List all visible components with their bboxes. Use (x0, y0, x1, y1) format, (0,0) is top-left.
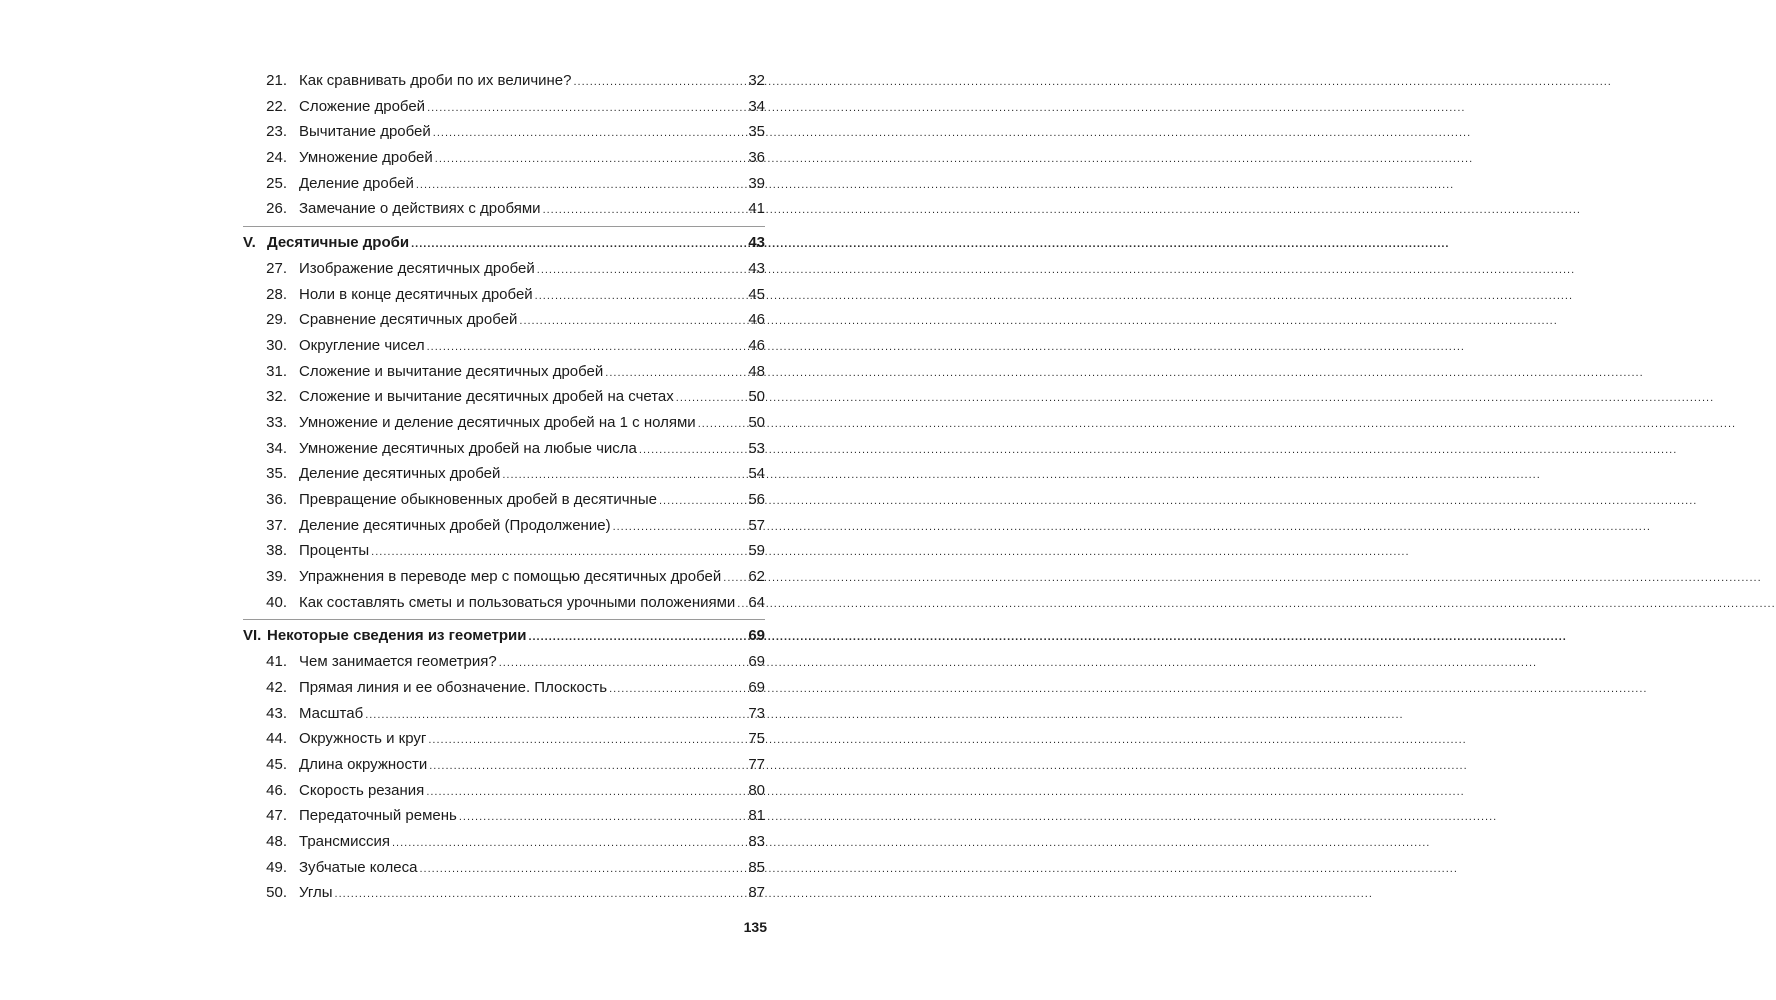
entry-page: 39 (748, 174, 765, 192)
entry-number: 40. (266, 593, 287, 611)
entry-page: 43 (748, 259, 765, 277)
entry-number: 37. (266, 516, 287, 534)
entry-page: 35 (748, 123, 765, 141)
toc-entry-43 (243, 701, 765, 727)
toc-entry-25 (243, 171, 765, 197)
toc-entry-38 (243, 538, 765, 564)
entry-title: Как сравнивать дроби по их величине? (299, 72, 572, 89)
entry-number: 27. (266, 259, 287, 277)
section-number: VI. (243, 627, 262, 645)
entry-number: 46. (266, 781, 287, 799)
toc-entry-49 (243, 855, 765, 881)
entry-title: Умножение и деление десятичных дробей на 1 с нолями (299, 413, 696, 431)
entry-number: 38. (266, 542, 287, 560)
section-title: Некоторые сведения из геометрии (267, 627, 527, 645)
entry-number: 24. (266, 149, 287, 167)
entry-page: 69 (748, 678, 765, 696)
entry-page: 75 (748, 730, 765, 748)
dot-leader (416, 173, 745, 199)
toc-entry-45 (243, 752, 765, 778)
dot-leader (427, 96, 745, 122)
entry-title: Умножение десятичных дробей на любые числа (299, 439, 637, 457)
entry-number: 35. (266, 465, 287, 483)
entry-page: 69 (748, 653, 765, 671)
dot-leader (499, 651, 745, 677)
entry-number: 50. (266, 884, 287, 902)
dot-leader (411, 232, 745, 258)
entry-title: Окружность и круг (299, 730, 427, 748)
entry-page: 80 (748, 781, 765, 799)
entry-page: 64 (748, 593, 765, 611)
toc-entry-41 (243, 649, 765, 675)
entry-title: Углы (299, 884, 333, 902)
dot-leader (371, 540, 745, 566)
dot-leader (543, 198, 745, 224)
dot-leader (420, 857, 746, 883)
entry-number: 28. (266, 285, 287, 303)
toc-entry-47 (243, 803, 765, 829)
toc-entry-33 (243, 410, 765, 436)
entry-page: 81 (748, 807, 765, 825)
dot-leader (428, 728, 745, 754)
toc-entry-30 (243, 333, 765, 359)
entry-title: Вычитание дробей (299, 123, 431, 141)
toc-entry-34 (243, 436, 765, 462)
entry-number: 21. (266, 72, 287, 89)
entry-page: 45 (748, 285, 765, 303)
entry-title: Замечание о действиях с дробями (299, 200, 541, 218)
entry-page: 62 (748, 568, 765, 586)
dot-leader (573, 70, 745, 96)
dot-leader (392, 831, 745, 857)
entry-number: 49. (266, 858, 287, 876)
toc-entry-44 (243, 726, 765, 752)
entry-page: 73 (748, 704, 765, 722)
entry-page: 57 (748, 516, 765, 534)
dot-leader (613, 515, 745, 541)
toc-entry-39 (243, 564, 765, 590)
entry-page: 87 (748, 884, 765, 902)
entry-page: 83 (748, 832, 765, 850)
dot-leader (519, 309, 745, 335)
entry-title: Деление дробей (299, 174, 414, 192)
entry-title: Изображение десятичных дробей (299, 259, 535, 277)
entry-title: Деление десятичных дробей (299, 465, 501, 483)
entry-title: Умножение дробей (299, 149, 433, 167)
entry-page: 85 (748, 858, 765, 876)
toc-entry-40 (243, 590, 765, 616)
entry-title: Трансмиссия (299, 832, 390, 850)
entry-title: Прямая линия и ее обозначение. Плоскость (299, 678, 608, 696)
entry-page: 36 (748, 149, 765, 167)
toc-entry-24 (243, 145, 765, 171)
entry-number: 39. (266, 568, 287, 586)
toc-entry-21 (243, 68, 765, 94)
entry-number: 34. (266, 439, 287, 457)
section-number: V. (243, 234, 256, 252)
entry-title: Как составлять сметы и пользоваться урочными положениями (299, 593, 736, 611)
entry-page: 50 (748, 413, 765, 431)
toc-entry-50 (243, 880, 765, 906)
dot-leader (502, 463, 745, 489)
dot-leader (433, 121, 745, 147)
entry-number: 41. (266, 653, 287, 671)
toc-entry-31 (243, 359, 765, 385)
section-page: 69 (748, 627, 765, 645)
dot-leader (639, 438, 745, 464)
entry-page: 54 (748, 465, 765, 483)
dot-leader (335, 882, 745, 908)
entry-number: 30. (266, 336, 287, 354)
entry-number: 25. (266, 174, 287, 192)
entry-number: 26. (266, 200, 287, 218)
dot-leader (723, 566, 745, 592)
toc-entry-37 (243, 513, 765, 539)
dot-leader (459, 805, 745, 831)
toc-entry-32 (243, 384, 765, 410)
entry-page: 59 (748, 542, 765, 560)
entry-title: Деление десятичных дробей (Продолжение) (299, 516, 611, 534)
entry-page: 46 (748, 311, 765, 329)
dot-leader (528, 625, 745, 651)
entry-number: 22. (266, 97, 287, 115)
entry-number: 48. (266, 832, 287, 850)
entry-page: 46 (748, 336, 765, 354)
entry-title: Сравнение десятичных дробей (299, 311, 518, 329)
entry-page: 32 (748, 72, 765, 89)
dot-leader (737, 592, 745, 618)
section-title: Десятичные дроби (267, 234, 410, 252)
dot-leader (426, 780, 745, 806)
toc-entry-26 (243, 196, 765, 222)
dot-leader (429, 754, 745, 780)
entry-page: 41 (748, 200, 765, 218)
dot-leader (659, 489, 745, 515)
entry-title: Сложение и вычитание десятичных дробей (299, 362, 604, 380)
entry-title: Масштаб (299, 704, 364, 722)
dot-leader (537, 258, 745, 284)
dot-leader (365, 703, 745, 729)
toc-section-vi (243, 619, 765, 649)
entry-number: 47. (266, 807, 287, 825)
entry-number: 33. (266, 413, 287, 431)
toc-entry-22 (243, 94, 765, 120)
toc-entry-35 (243, 461, 765, 487)
entry-number: 42. (266, 678, 287, 696)
entry-title: Передаточный ремень (299, 807, 457, 825)
entry-number: 45. (266, 755, 287, 773)
dot-leader (609, 677, 745, 703)
toc-entry-28 (243, 282, 765, 308)
toc-entry-29 (243, 307, 765, 333)
entry-number: 36. (266, 491, 287, 508)
entry-title: Зубчатые колеса (299, 858, 418, 876)
entry-page: 34 (748, 97, 765, 115)
entry-page: 48 (748, 362, 765, 380)
entry-title: Округление чисел (299, 336, 425, 354)
entry-number: 29. (266, 311, 287, 329)
toc-entry-23 (243, 119, 765, 145)
entry-page: 56 (748, 491, 765, 508)
table-of-contents (243, 68, 765, 906)
entry-page: 50 (748, 388, 765, 406)
entry-page: 77 (748, 755, 765, 773)
entry-number: 32. (266, 388, 287, 406)
entry-title: Сложение дробей (299, 97, 426, 115)
entry-number: 43. (266, 704, 287, 722)
toc-entry-48 (243, 829, 765, 855)
section-page: 43 (748, 234, 765, 252)
dot-leader (535, 284, 745, 310)
dot-leader (698, 412, 745, 438)
dot-leader (427, 335, 745, 361)
entry-number: 31. (266, 362, 287, 380)
entry-title: Упражнения в переводе мер с помощью десятичных дробей (299, 568, 722, 586)
entry-page: 53 (748, 439, 765, 457)
toc-entry-36 (243, 487, 765, 513)
toc-entry-46 (243, 778, 765, 804)
page-number: 135 (743, 919, 767, 935)
dot-leader (676, 386, 745, 412)
entry-title: Чем занимается геометрия? (299, 653, 497, 671)
entry-title: Проценты (299, 542, 370, 560)
entry-number: 23. (266, 123, 287, 141)
entry-title: Длина окружности (299, 755, 428, 773)
dot-leader (605, 361, 745, 387)
entry-number: 44. (266, 730, 287, 748)
entry-title: Превращение обыкновенных дробей в десятичные (299, 491, 657, 508)
entry-title: Ноли в конце десятичных дробей (299, 285, 533, 303)
toc-entry-27 (243, 256, 765, 282)
toc-section-v (243, 226, 765, 256)
entry-title: Скорость резания (299, 781, 425, 799)
entry-title: Сложение и вычитание десятичных дробей на счетах (299, 388, 674, 406)
dot-leader (435, 147, 745, 173)
toc-entry-42 (243, 675, 765, 701)
